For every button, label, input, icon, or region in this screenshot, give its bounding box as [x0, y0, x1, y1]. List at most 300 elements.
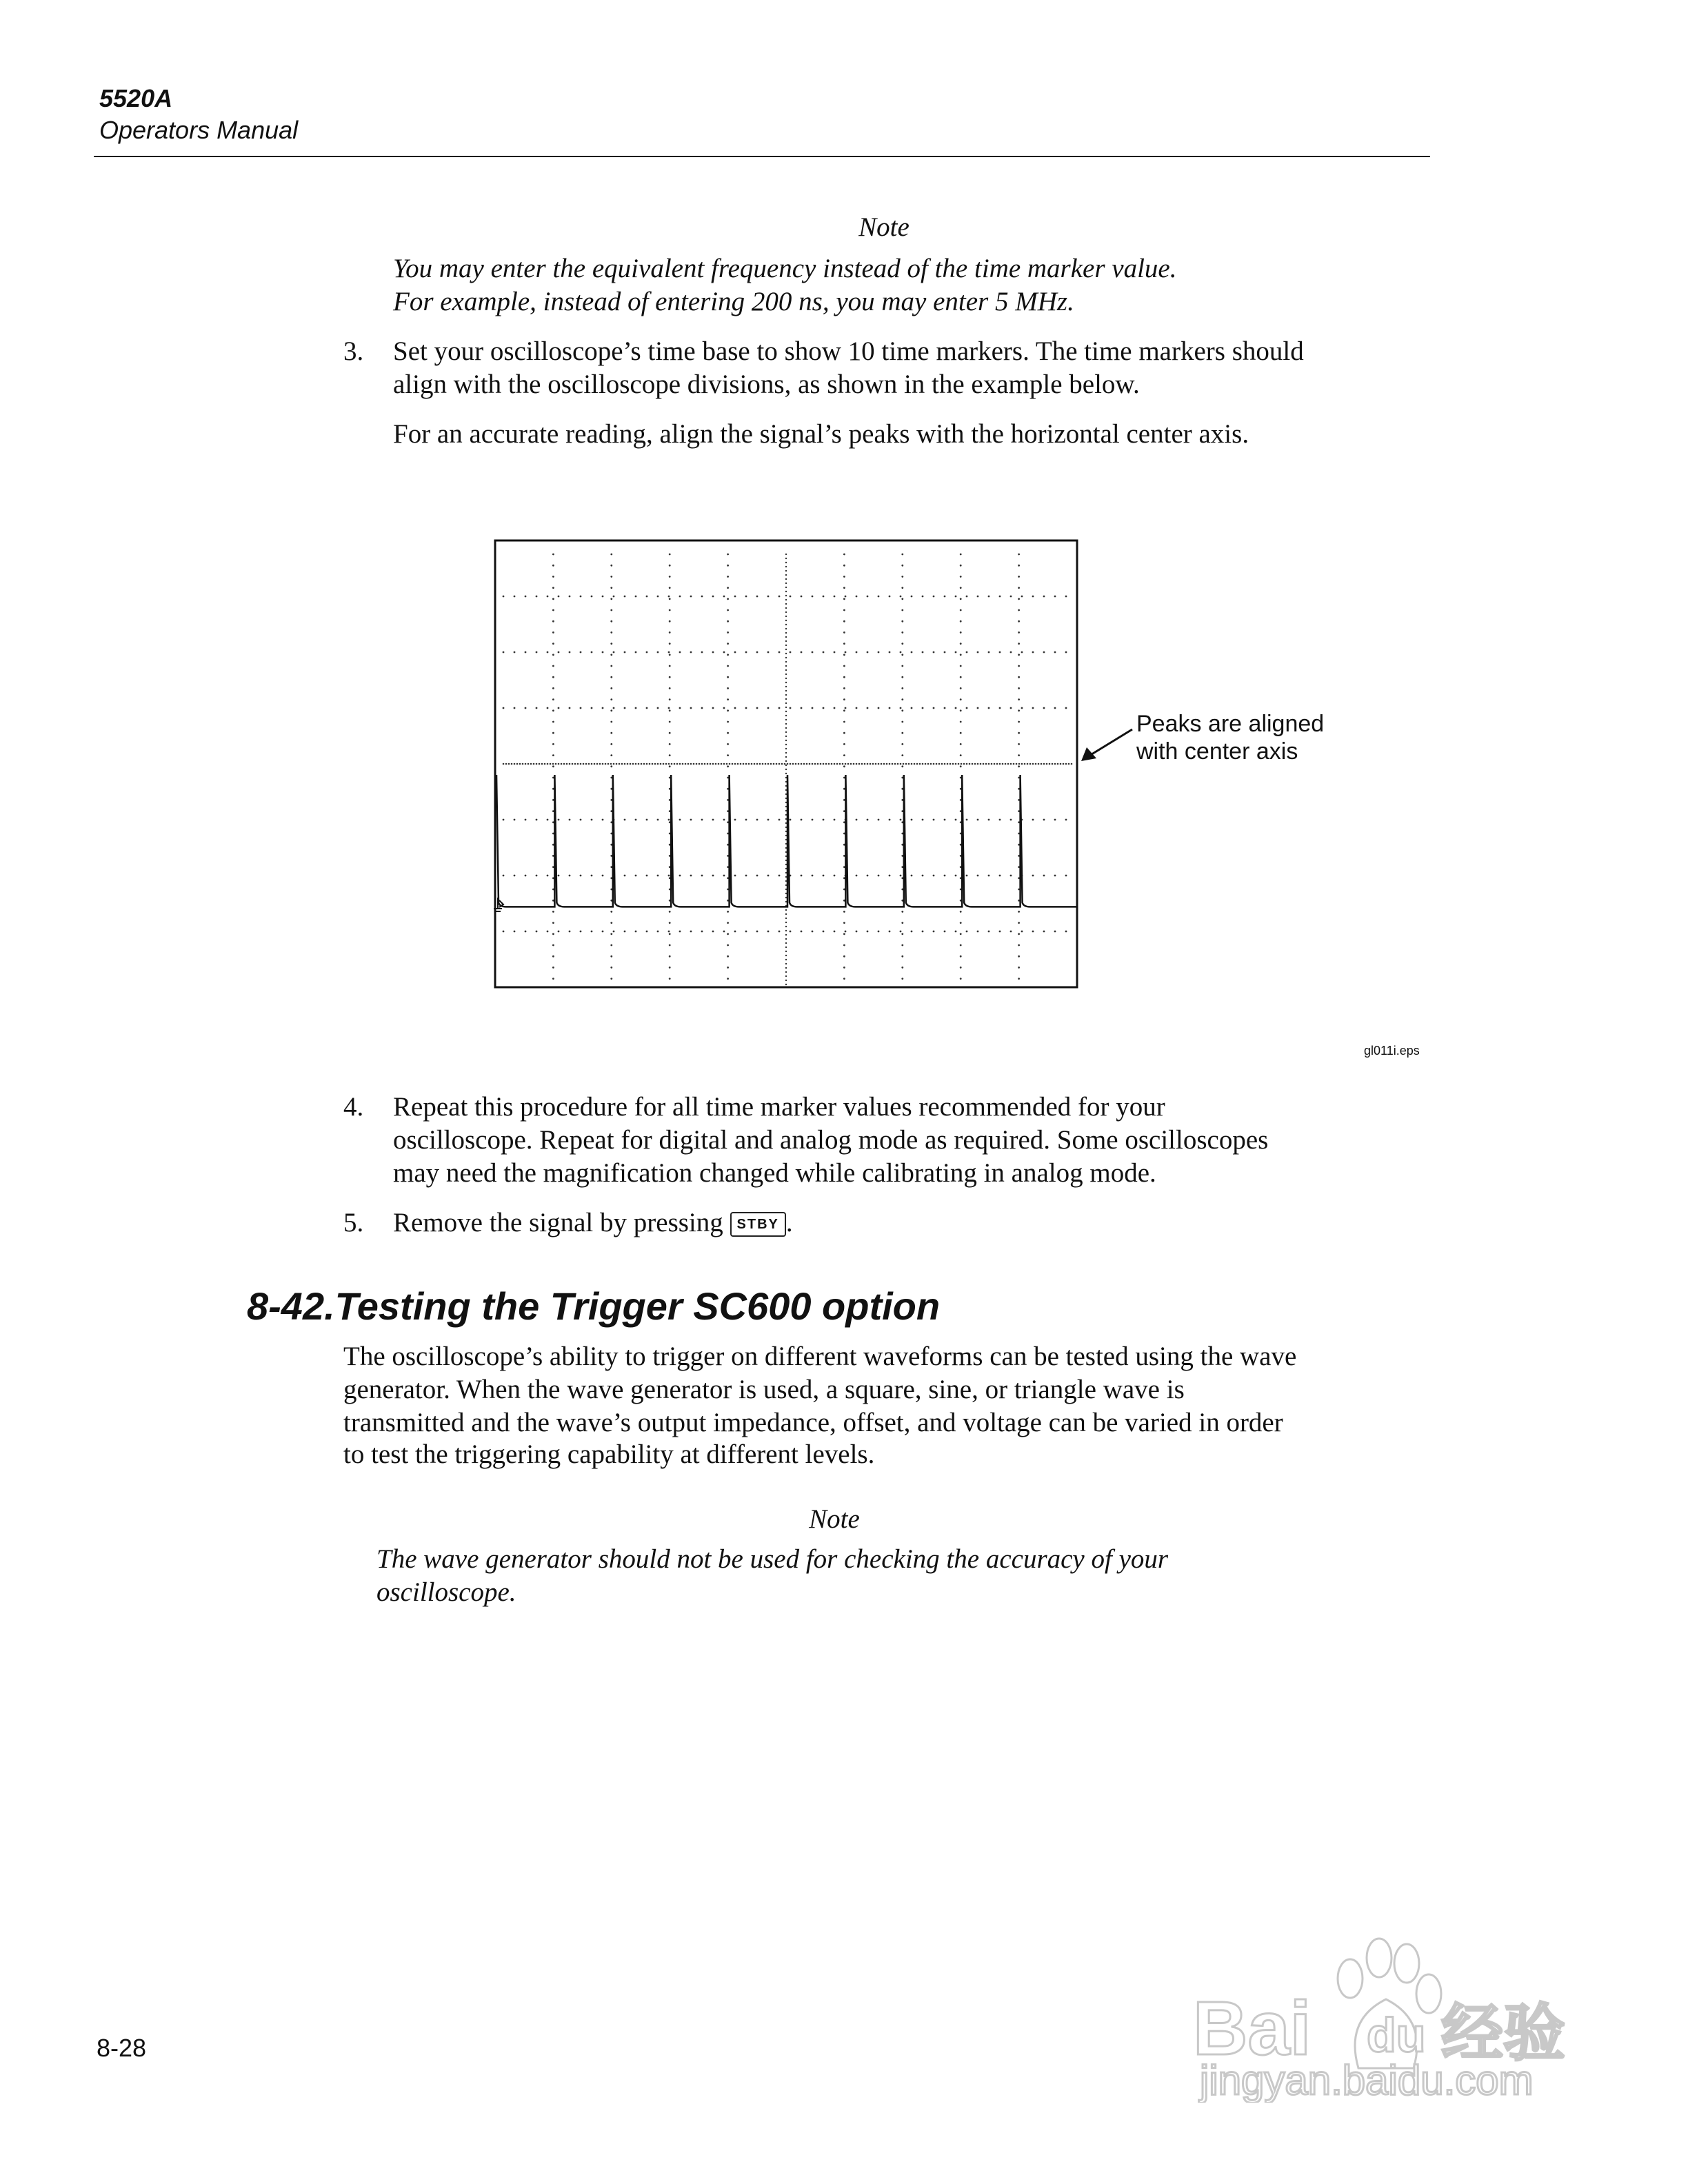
grid-dot: [1018, 598, 1020, 600]
grid-dot: [1024, 763, 1026, 765]
grid-dot: [1054, 763, 1056, 765]
grid-dot: [960, 565, 962, 567]
grid-dot: [843, 676, 845, 678]
grid-dot: [785, 934, 787, 936]
svg-text:du: du: [1367, 2008, 1426, 2062]
grid-dot: [911, 819, 913, 821]
grid-dot: [785, 649, 787, 650]
grid-dot: [911, 763, 913, 765]
grid-dot: [674, 763, 676, 765]
grid-dot: [806, 763, 808, 765]
grid-dot: [610, 754, 612, 756]
grid-dot: [933, 596, 935, 598]
grid-dot: [889, 596, 891, 598]
grid-dot: [785, 578, 787, 580]
grid-dot: [1043, 596, 1045, 598]
grid-dot: [727, 643, 729, 645]
grid-dot: [610, 576, 612, 578]
grid-dot: [901, 643, 903, 645]
grid-dot: [1016, 763, 1018, 765]
grid-dot: [867, 651, 869, 654]
grid-dot: [867, 763, 869, 765]
grid-dot: [901, 554, 903, 556]
grid-dot: [1021, 931, 1023, 933]
grid-dot: [643, 763, 645, 765]
grid-dot: [785, 599, 787, 600]
grid-dot: [966, 707, 968, 709]
grid-dot: [668, 596, 670, 598]
grid-dot: [889, 875, 891, 877]
grid-dot: [955, 596, 957, 598]
grid-dot: [961, 763, 963, 765]
grid-dot: [1060, 763, 1062, 765]
grid-dot: [701, 651, 703, 654]
grid-dot: [785, 574, 787, 576]
grid-dot: [812, 596, 814, 598]
grid-dot: [845, 707, 847, 709]
grid-dot: [843, 721, 845, 723]
grid-dot: [889, 931, 891, 933]
time-marker-trace: [496, 775, 1077, 907]
grid-dot: [853, 763, 855, 765]
grid-dot: [960, 911, 962, 913]
grid-dot: [878, 707, 880, 709]
grid-dot: [901, 576, 903, 578]
grid-dot: [960, 698, 962, 700]
grid-dot: [610, 765, 612, 767]
grid-dot: [955, 819, 957, 821]
grid-dot: [843, 598, 845, 600]
grid-dot: [1065, 931, 1067, 933]
grid-dot: [960, 732, 962, 734]
graticule: [503, 554, 1073, 986]
grid-dot: [536, 707, 538, 709]
grid-dot: [632, 763, 634, 765]
grid-dot: [933, 875, 935, 877]
grid-dot: [878, 875, 880, 877]
grid-dot: [646, 596, 648, 598]
section-line: to test the triggering capability at different levels.: [343, 1439, 875, 1469]
grid-dot: [843, 565, 845, 567]
grid-dot: [1063, 763, 1065, 765]
grid-dot: [784, 763, 786, 765]
grid-dot: [812, 651, 814, 654]
grid-dot: [536, 875, 538, 877]
grid-dot: [610, 709, 612, 711]
grid-dot: [669, 554, 671, 556]
grid-dot: [1043, 651, 1045, 654]
grid-dot: [624, 707, 626, 709]
grid-dot: [514, 819, 516, 821]
step3-para: For an accurate reading, align the signal’s peaks with the horizontal center axis.: [393, 419, 1249, 449]
grid-dot: [790, 596, 792, 598]
note2-line: The wave generator should not be used for checking the accuracy of your: [376, 1544, 1169, 1574]
grid-dot: [901, 620, 903, 623]
grid-dot: [999, 707, 1001, 709]
grid-dot: [610, 721, 612, 723]
grid-dot: [778, 763, 781, 765]
grid-dot: [552, 609, 554, 611]
grid-dot: [701, 596, 703, 598]
grid-dot: [843, 911, 845, 913]
step5-label: Remove the signal by pressing: [393, 1208, 730, 1237]
grid-dot: [1010, 707, 1012, 709]
grid-dot: [654, 763, 656, 765]
grid-dot: [903, 763, 905, 765]
grid-dot: [561, 763, 563, 765]
grid-dot: [785, 558, 787, 559]
grid-dot: [547, 707, 549, 709]
grid-dot: [867, 596, 869, 598]
grid-dot: [790, 931, 792, 933]
section-line: generator. When the wave generator is used, a square, sine, or triangle wave is: [343, 1375, 1185, 1404]
grid-dot: [727, 665, 729, 667]
grid-dot: [785, 980, 787, 981]
grid-dot: [944, 707, 946, 709]
grid-dot: [635, 596, 637, 598]
grid-dot: [727, 933, 729, 935]
grid-dot: [785, 620, 787, 621]
grid-dot: [843, 922, 845, 924]
grid-dot: [872, 763, 874, 765]
grid-dot: [669, 978, 671, 980]
grid-dot: [547, 596, 549, 598]
grid-dot: [519, 763, 521, 765]
grid-dot: [756, 651, 758, 654]
grid-dot: [801, 931, 803, 933]
grid-dot: [727, 765, 729, 767]
grid-dot: [823, 875, 825, 877]
grid-dot: [823, 596, 825, 598]
grid-dot: [785, 926, 787, 927]
grid-dot: [974, 763, 976, 765]
grid-dot: [785, 942, 787, 944]
grid-dot: [569, 875, 571, 877]
grid-dot: [754, 763, 756, 765]
figure-id: gl011i.eps: [1364, 1044, 1420, 1058]
grid-dot: [610, 609, 612, 611]
grid-dot: [933, 651, 935, 654]
grid-dot: [969, 763, 971, 765]
grid-dot: [503, 651, 505, 654]
grid-dot: [558, 707, 560, 709]
grid-dot: [785, 624, 787, 625]
grid-dot: [727, 967, 729, 969]
grid-dot: [727, 721, 729, 723]
grid-dot: [712, 651, 714, 654]
grid-dot: [911, 651, 913, 654]
grid-dot: [751, 763, 753, 765]
grid-dot: [785, 570, 787, 572]
grid-dot: [785, 760, 787, 762]
grid-dot: [785, 909, 787, 911]
grid-dot: [901, 609, 903, 611]
grid-dot: [712, 596, 714, 598]
grid-dot: [558, 596, 560, 598]
grid-dot: [901, 698, 903, 700]
grid-dot: [679, 651, 681, 654]
grid-dot: [785, 975, 787, 977]
header-rule: [94, 156, 1430, 157]
grid-dot: [745, 651, 747, 654]
grid-dot: [1032, 931, 1034, 933]
grid-dot: [727, 620, 729, 623]
grid-dot: [901, 732, 903, 734]
grid-dot: [610, 698, 612, 700]
grid-dot: [669, 944, 671, 947]
grid-dot: [591, 763, 593, 765]
grid-dot: [514, 651, 516, 654]
grid-dot: [1021, 596, 1023, 598]
grid-dot: [727, 944, 729, 947]
grid-dot: [547, 763, 549, 765]
grid-dot: [905, 763, 907, 765]
grid-dot: [1043, 875, 1045, 877]
grid-dot: [1018, 922, 1020, 924]
grid-dot: [901, 654, 903, 656]
grid-dot: [514, 875, 516, 877]
grid-dot: [901, 676, 903, 678]
grid-dot: [669, 687, 671, 689]
grid-dot: [894, 763, 896, 765]
grid-dot: [638, 763, 640, 765]
grid-dot: [1018, 643, 1020, 645]
grid-dot: [1018, 721, 1020, 723]
grid-dot: [767, 707, 770, 709]
svg-text:jingyan.baidu.com: jingyan.baidu.com: [1200, 2057, 1534, 2103]
grid-dot: [552, 565, 554, 567]
grid-dot: [919, 763, 921, 765]
grid-dot: [657, 875, 659, 877]
grid-dot: [785, 959, 787, 960]
grid-dot: [552, 763, 554, 765]
grid-dot: [1054, 875, 1056, 877]
grid-dot: [729, 763, 731, 765]
grid-dot: [850, 763, 852, 765]
grid-dot: [901, 709, 903, 711]
grid-dot: [1065, 596, 1067, 598]
grid-dot: [610, 631, 612, 634]
grid-dot: [646, 763, 648, 765]
grid-dot: [785, 566, 787, 567]
grid-dot: [820, 763, 822, 765]
grid-dot: [649, 763, 651, 765]
grid-dot: [897, 763, 899, 765]
grid-dot: [635, 819, 637, 821]
grid-dot: [785, 632, 787, 634]
grid-dot: [845, 763, 847, 765]
grid-dot: [911, 707, 913, 709]
grid-dot: [960, 721, 962, 723]
grid-dot: [552, 598, 554, 600]
grid-dot: [785, 669, 787, 671]
grid-dot: [723, 875, 725, 877]
grid-dot: [624, 763, 626, 765]
grid-dot: [856, 651, 858, 654]
grid-dot: [1010, 875, 1012, 877]
grid-dot: [843, 732, 845, 734]
grid-dot: [843, 576, 845, 578]
grid-dot: [516, 763, 519, 765]
grid-dot: [834, 819, 836, 821]
grid-dot: [610, 911, 612, 913]
grid-dot: [785, 640, 787, 642]
grid-dot: [602, 707, 604, 709]
grid-dot: [785, 611, 787, 613]
grid-dot: [544, 763, 546, 765]
grid-dot: [616, 763, 618, 765]
grid-dot: [767, 875, 770, 877]
grid-dot: [536, 596, 538, 598]
grid-dot: [778, 707, 781, 709]
header-title: Operators Manual: [99, 116, 299, 144]
grid-dot: [580, 763, 582, 765]
grid-dot: [552, 554, 554, 556]
grid-dot: [1043, 763, 1045, 765]
grid-dot: [569, 596, 571, 598]
grid-dot: [610, 978, 612, 980]
grid-dot: [856, 875, 858, 877]
grid-dot: [591, 651, 593, 654]
grid-dot: [901, 665, 903, 667]
grid-dot: [781, 763, 783, 765]
grid-dot: [588, 763, 590, 765]
grid-dot: [960, 956, 962, 958]
grid-dot: [723, 931, 725, 933]
grid-dot: [657, 931, 659, 933]
grid-dot: [610, 944, 612, 947]
grid-dot: [552, 620, 554, 623]
grid-dot: [727, 978, 729, 980]
grid-dot: [533, 763, 535, 765]
grid-dot: [1054, 707, 1056, 709]
grid-dot: [574, 763, 576, 765]
grid-dot: [960, 676, 962, 678]
grid-dot: [613, 763, 615, 765]
grid-dot: [944, 875, 946, 877]
grid-dot: [669, 911, 671, 913]
grid-dot: [624, 931, 626, 933]
grid-dot: [602, 763, 604, 765]
grid-dot: [867, 875, 869, 877]
grid-dot: [785, 661, 787, 663]
grid-dot: [823, 819, 825, 821]
grid-dot: [727, 598, 729, 600]
grid-dot: [525, 651, 527, 654]
grid-dot: [922, 819, 924, 821]
grid-dot: [536, 651, 538, 654]
grid-dot: [685, 763, 687, 765]
grid-dot: [723, 651, 725, 654]
grid-dot: [712, 707, 714, 709]
grid-dot: [823, 651, 825, 654]
grid-dot: [1068, 763, 1070, 765]
grid-dot: [767, 819, 770, 821]
grid-dot: [566, 763, 568, 765]
grid-dot: [756, 707, 758, 709]
grid-dot: [944, 651, 946, 654]
grid-dot: [525, 763, 527, 765]
grid-dot: [503, 707, 505, 709]
grid-dot: [955, 763, 957, 765]
grid-dot: [900, 707, 902, 709]
step4-line: Repeat this procedure for all time marker values recommended for your: [393, 1092, 1165, 1122]
grid-dot: [922, 651, 924, 654]
grid-dot: [635, 763, 637, 765]
grid-dot: [966, 819, 968, 821]
grid-dot: [610, 687, 612, 689]
grid-dot: [901, 765, 903, 767]
grid-dot: [927, 763, 930, 765]
grid-dot: [1032, 875, 1034, 877]
section-heading: 8-42.Testing the Trigger SC600 option: [247, 1284, 941, 1328]
grid-dot: [785, 678, 787, 679]
grid-dot: [525, 875, 527, 877]
grid-dot: [511, 763, 513, 765]
stby-key: STBY: [730, 1212, 786, 1237]
svg-text:经验: 经验: [1441, 1997, 1565, 2070]
grid-dot: [785, 702, 787, 704]
grid-dot: [812, 707, 814, 709]
grid-dot: [845, 931, 847, 933]
grid-dot: [778, 819, 781, 821]
grid-dot: [1052, 763, 1054, 765]
grid-dot: [745, 875, 747, 877]
grid-dot: [552, 654, 554, 656]
grid-dot: [591, 596, 593, 598]
grid-dot: [785, 690, 787, 691]
grid-dot: [958, 763, 960, 765]
grid-dot: [1043, 819, 1045, 821]
grid-dot: [960, 665, 962, 667]
grid-dot: [878, 931, 880, 933]
grid-dot: [621, 763, 623, 765]
grid-dot: [679, 931, 681, 933]
grid-dot: [999, 819, 1001, 821]
grid-dot: [892, 763, 894, 765]
grid-dot: [745, 596, 747, 598]
grid-dot: [955, 931, 957, 933]
grid-dot: [1018, 665, 1020, 667]
grid-dot: [547, 931, 549, 933]
grid-dot: [977, 596, 979, 598]
grid-dot: [864, 763, 866, 765]
grid-dot: [727, 565, 729, 567]
grid-dot: [991, 763, 993, 765]
grid-dot: [627, 763, 629, 765]
grid-dot: [668, 931, 670, 933]
grid-dot: [955, 707, 957, 709]
grid-dot: [508, 763, 510, 765]
grid-dot: [785, 913, 787, 915]
grid-dot: [514, 931, 516, 933]
grid-dot: [646, 931, 648, 933]
grid-dot: [668, 651, 670, 654]
grid-dot: [669, 698, 671, 700]
grid-dot: [552, 922, 554, 924]
note1-label: Note: [858, 212, 910, 242]
grid-dot: [514, 707, 516, 709]
grid-dot: [1032, 707, 1034, 709]
grid-dot: [503, 596, 505, 598]
grid-dot: [1021, 707, 1023, 709]
grid-dot: [889, 763, 891, 765]
grid-dot: [727, 687, 729, 689]
grid-dot: [1021, 763, 1023, 765]
grid-dot: [843, 944, 845, 947]
grid-dot: [843, 978, 845, 980]
grid-dot: [790, 651, 792, 654]
